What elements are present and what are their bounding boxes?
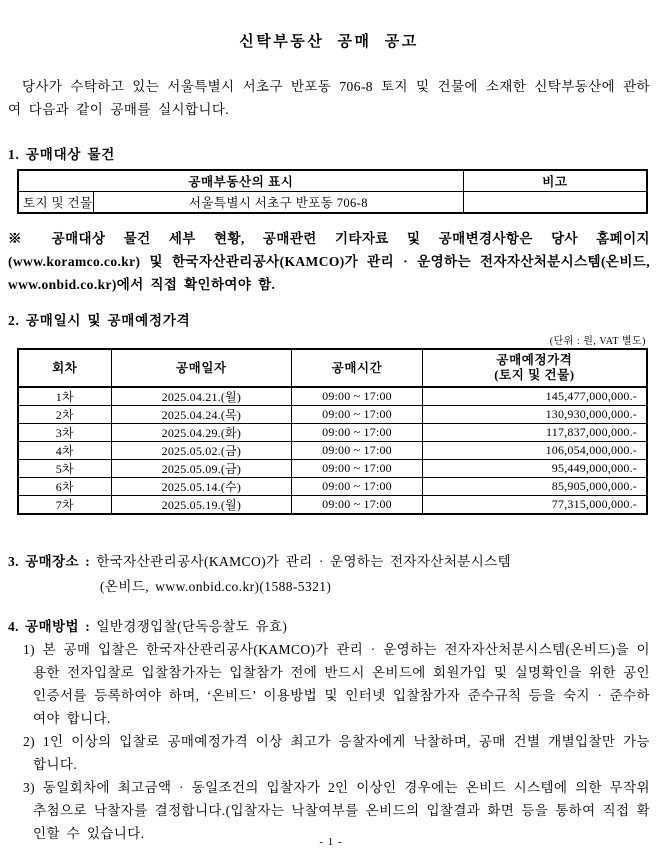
table-row [18,406,647,424]
unit-note: (단위 : 원, VAT 별도) [549,336,646,347]
price-cell: 117,837,000,000.- [422,424,647,442]
table-row [18,387,647,406]
section1-heading: 1. 공매대상 물건 [8,147,116,162]
date-cell: 2025.04.29.(화) [111,424,292,442]
price-cell: 130,930,000,000.- [422,406,647,424]
property-table-header-row [18,170,647,192]
date-cell: 2025.04.21.(월) [111,387,292,406]
time-cell: 09:00 ~ 17:00 [292,387,423,406]
price-header-line1: 공매예정가격 [496,353,573,367]
document-title: 신탁부동산 공매 공고 [239,34,419,50]
round-cell: 5차 [18,460,111,478]
price-cell: 85,905,000,000.- [422,478,647,496]
property-type-cell: 토지 및 건물 [18,192,93,214]
date-cell: 2025.05.14.(수) [111,478,292,496]
round-cell: 6차 [18,478,111,496]
remarks-header: 비고 [463,170,647,192]
item-number: 3) [23,780,36,795]
time-cell: 09:00 ~ 17:00 [292,424,423,442]
time-cell: 09:00 ~ 17:00 [292,460,423,478]
time-cell: 09:00 ~ 17:00 [292,406,423,424]
section4-method-summary: 일반경쟁입찰(단독응찰도 유효) [96,619,288,634]
schedule-table [17,348,648,515]
page-number: - 1 - [319,836,343,848]
date-cell: 2025.05.19.(월) [111,496,292,515]
date-header: 공매일자 [111,349,292,387]
section3-line1: 한국자산관리공사(KAMCO)가 관리 · 운영하는 전자자산처분시스템 [96,554,512,569]
date-cell: 2025.05.02.(금) [111,442,292,460]
table-row [18,424,647,442]
section4-method [8,615,650,638]
section2-heading: 2. 공매일시 및 공매예정가격 [8,313,191,328]
method-item-3 [23,776,650,845]
time-cell: 09:00 ~ 17:00 [292,442,423,460]
price-cell: 77,315,000,000.- [422,496,647,515]
round-cell: 2차 [18,406,111,424]
section4-heading: 4. 공매방법 : [8,619,91,634]
price-cell: 95,449,000,000.- [422,460,647,478]
round-cell: 1차 [18,387,111,406]
round-cell: 3차 [18,424,111,442]
property-address-cell: 서울특별시 서초구 반포동 706-8 [93,192,463,214]
intro-paragraph: 당사가 수탁하고 있는 서울특별시 서초구 반포동 706-8 토지 및 건물에 소재한 신탁부동산에 관하여 다음과 같이 공매를 실시합니다. [8,79,650,117]
item-number: 2) [23,734,36,749]
table-row [18,460,647,478]
table-row [18,478,647,496]
property-display-header: 공매부동산의 표시 [18,170,463,192]
table-row [18,442,647,460]
round-header: 회차 [18,349,111,387]
property-table-row [18,192,647,214]
section3-heading: 3. 공매장소 : [8,554,91,569]
price-header-line2: (토지 및 건물) [494,368,575,382]
time-header: 공매시간 [292,349,423,387]
item-text: 본 공매 입찰은 한국자산관리공사(KAMCO)가 관리 · 운영하는 전자자산처분시스템(온비드)을 이용한 전자입찰로 입찰참가자는 입찰참가 전에 반드시 온비드에 회원가입 및 실명확인을 위한 공인인증서를 등록하여야 하며, ‘온비드’ 이용방법 및 인터넷 입찰참가자 준수규칙 등을 숙지 · 준수하여야 합니다. [33,642,650,726]
round-cell: 7차 [18,496,111,515]
schedule-header-row [18,349,647,387]
section3-venue [8,549,650,599]
item-text: 1인 이상의 입찰로 공매예정가격 이상 최고가 응찰자에게 낙찰하며, 공매 건별 개별입찰만 가능합니다. [33,734,650,772]
property-remarks-cell [463,192,647,214]
time-cell: 09:00 ~ 17:00 [292,496,423,515]
property-table [17,169,648,214]
section3-line2: (온비드, www.onbid.co.kr)(1588-5321) [100,579,332,594]
method-item-2 [23,730,650,776]
table-row [18,496,647,515]
price-cell: 106,054,000,000.- [422,442,647,460]
section1-notice: ※ 공매대상 물건 세부 현황, 공매관련 기타자료 및 공매변경사항은 당사 홈페이지(www.koramco.co.kr) 및 한국자산관리공사(KAMCO)가 관리 · 운영하는 전자자산처분시스템(온비드, www.onbid.co.kr)에서 직접 확인하여야 함. [8,231,650,292]
item-text: 동일회차에 최고금액 · 동일조건의 입찰자가 2인 이상인 경우에는 온비드 시스템에 의한 무작위 추첨으로 낙찰자를 결정합니다.(입찰자는 낙찰여부를 온비드의 입찰결과 화면 등을 통하여 직접 확인할 수 있습니다. [33,780,651,841]
price-header [422,349,647,387]
price-cell: 145,477,000,000.- [422,387,647,406]
item-number: 1) [23,642,36,657]
method-item-1 [23,638,650,730]
date-cell: 2025.04.24.(목) [111,406,292,424]
time-cell: 09:00 ~ 17:00 [292,478,423,496]
round-cell: 4차 [18,442,111,460]
date-cell: 2025.05.09.(금) [111,460,292,478]
